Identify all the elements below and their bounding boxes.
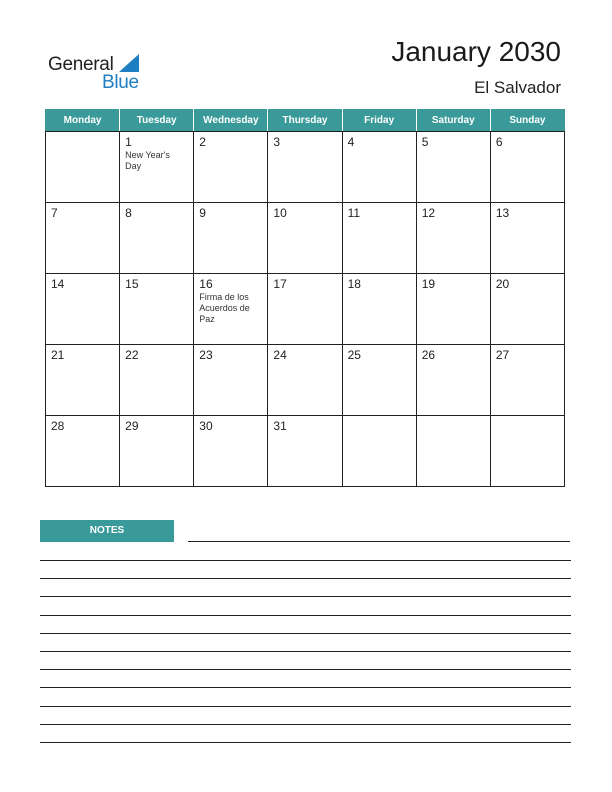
day-cell	[342, 132, 416, 203]
weekday-header-row	[46, 109, 565, 132]
notes-line	[40, 615, 571, 616]
notes-line	[40, 560, 571, 561]
weekday-header: Monday	[46, 109, 120, 132]
day-cell	[120, 416, 194, 487]
calendar-grid	[45, 109, 565, 487]
weekday-header: Saturday	[416, 109, 490, 132]
notes-line	[40, 742, 571, 743]
day-number: 28	[51, 419, 65, 433]
day-cell	[120, 274, 194, 345]
logo-triangle-icon	[119, 54, 139, 72]
day-number: 15	[125, 277, 139, 291]
day-number: 4	[347, 135, 355, 149]
day-number: 7	[51, 206, 58, 220]
notes-line	[40, 633, 571, 634]
day-number: 22	[125, 348, 139, 362]
day-number: 11	[347, 206, 361, 220]
day-number: 19	[421, 277, 436, 291]
day-number: 13	[495, 206, 510, 220]
logo-blue-text: Blue	[102, 72, 139, 93]
day-cell	[46, 345, 120, 416]
day-cell	[342, 274, 416, 345]
notes-header: NOTES	[40, 520, 174, 542]
day-number: 26	[421, 348, 436, 362]
day-number: 10	[273, 206, 287, 220]
week-row	[46, 345, 565, 416]
day-number: 30	[199, 419, 213, 433]
day-number: 17	[273, 277, 287, 291]
day-cell	[268, 345, 342, 416]
day-cell	[490, 416, 564, 487]
notes-line	[40, 596, 571, 597]
day-number: 24	[273, 348, 287, 362]
day-number: 5	[421, 135, 429, 149]
day-cell	[490, 345, 564, 416]
day-number: 27	[495, 348, 510, 362]
notes-line	[40, 724, 571, 725]
day-number: 29	[125, 419, 139, 433]
day-number: 16	[199, 277, 213, 291]
week-row	[46, 203, 565, 274]
day-cell	[46, 416, 120, 487]
generalblue-logo	[48, 52, 158, 92]
day-number: 18	[347, 277, 361, 291]
week-row	[46, 416, 565, 487]
day-cell	[268, 416, 342, 487]
weekday-header: Tuesday	[120, 109, 194, 132]
day-cell	[416, 274, 490, 345]
day-number: 1	[125, 135, 132, 149]
day-cell	[120, 203, 194, 274]
day-cell	[46, 274, 120, 345]
day-cell	[268, 132, 342, 203]
day-cell	[194, 132, 268, 203]
day-cell	[120, 132, 194, 203]
notes-line	[40, 706, 571, 707]
day-number: 3	[273, 135, 281, 149]
day-cell	[416, 345, 490, 416]
weekday-header: Wednesday	[194, 109, 268, 132]
day-cell	[46, 203, 120, 274]
day-number: 2	[199, 135, 206, 149]
day-number: 25	[347, 348, 361, 362]
holiday-label: Firma de los Acuerdos de Paz	[199, 292, 250, 324]
day-cell	[342, 345, 416, 416]
day-number: 12	[421, 206, 436, 220]
day-cell	[342, 203, 416, 274]
day-cell	[268, 203, 342, 274]
country-subtitle: El Salvador	[474, 78, 561, 97]
logo-general-text: General	[48, 54, 114, 75]
holiday-label: New Year's Day	[125, 150, 170, 171]
day-cell	[268, 274, 342, 345]
day-cell	[490, 203, 564, 274]
day-number: 6	[495, 135, 503, 149]
day-cell	[416, 203, 490, 274]
day-number: 23	[199, 348, 213, 362]
week-row	[46, 274, 565, 345]
day-cell	[194, 345, 268, 416]
day-number: 14	[51, 277, 65, 291]
weekday-header: Thursday	[268, 109, 342, 132]
day-cell	[490, 274, 564, 345]
weekday-header: Friday	[342, 109, 416, 132]
notes-line	[40, 669, 571, 670]
week-row	[46, 132, 565, 203]
day-number: 8	[125, 206, 132, 220]
weekday-header: Sunday	[490, 109, 564, 132]
notes-line	[40, 687, 571, 688]
day-cell	[490, 132, 564, 203]
notes-line	[188, 541, 570, 542]
notes-line	[40, 651, 571, 652]
day-cell	[194, 274, 268, 345]
day-number: 9	[199, 206, 206, 220]
day-cell	[416, 132, 490, 203]
day-number: 21	[51, 348, 65, 362]
calendar-title: January 2030	[391, 36, 561, 67]
day-cell	[46, 132, 120, 203]
day-cell	[194, 416, 268, 487]
day-number: 20	[495, 277, 510, 291]
day-cell	[194, 203, 268, 274]
day-cell	[120, 345, 194, 416]
day-cell	[342, 416, 416, 487]
notes-line	[40, 578, 571, 579]
day-cell	[416, 416, 490, 487]
day-number: 31	[273, 419, 287, 433]
